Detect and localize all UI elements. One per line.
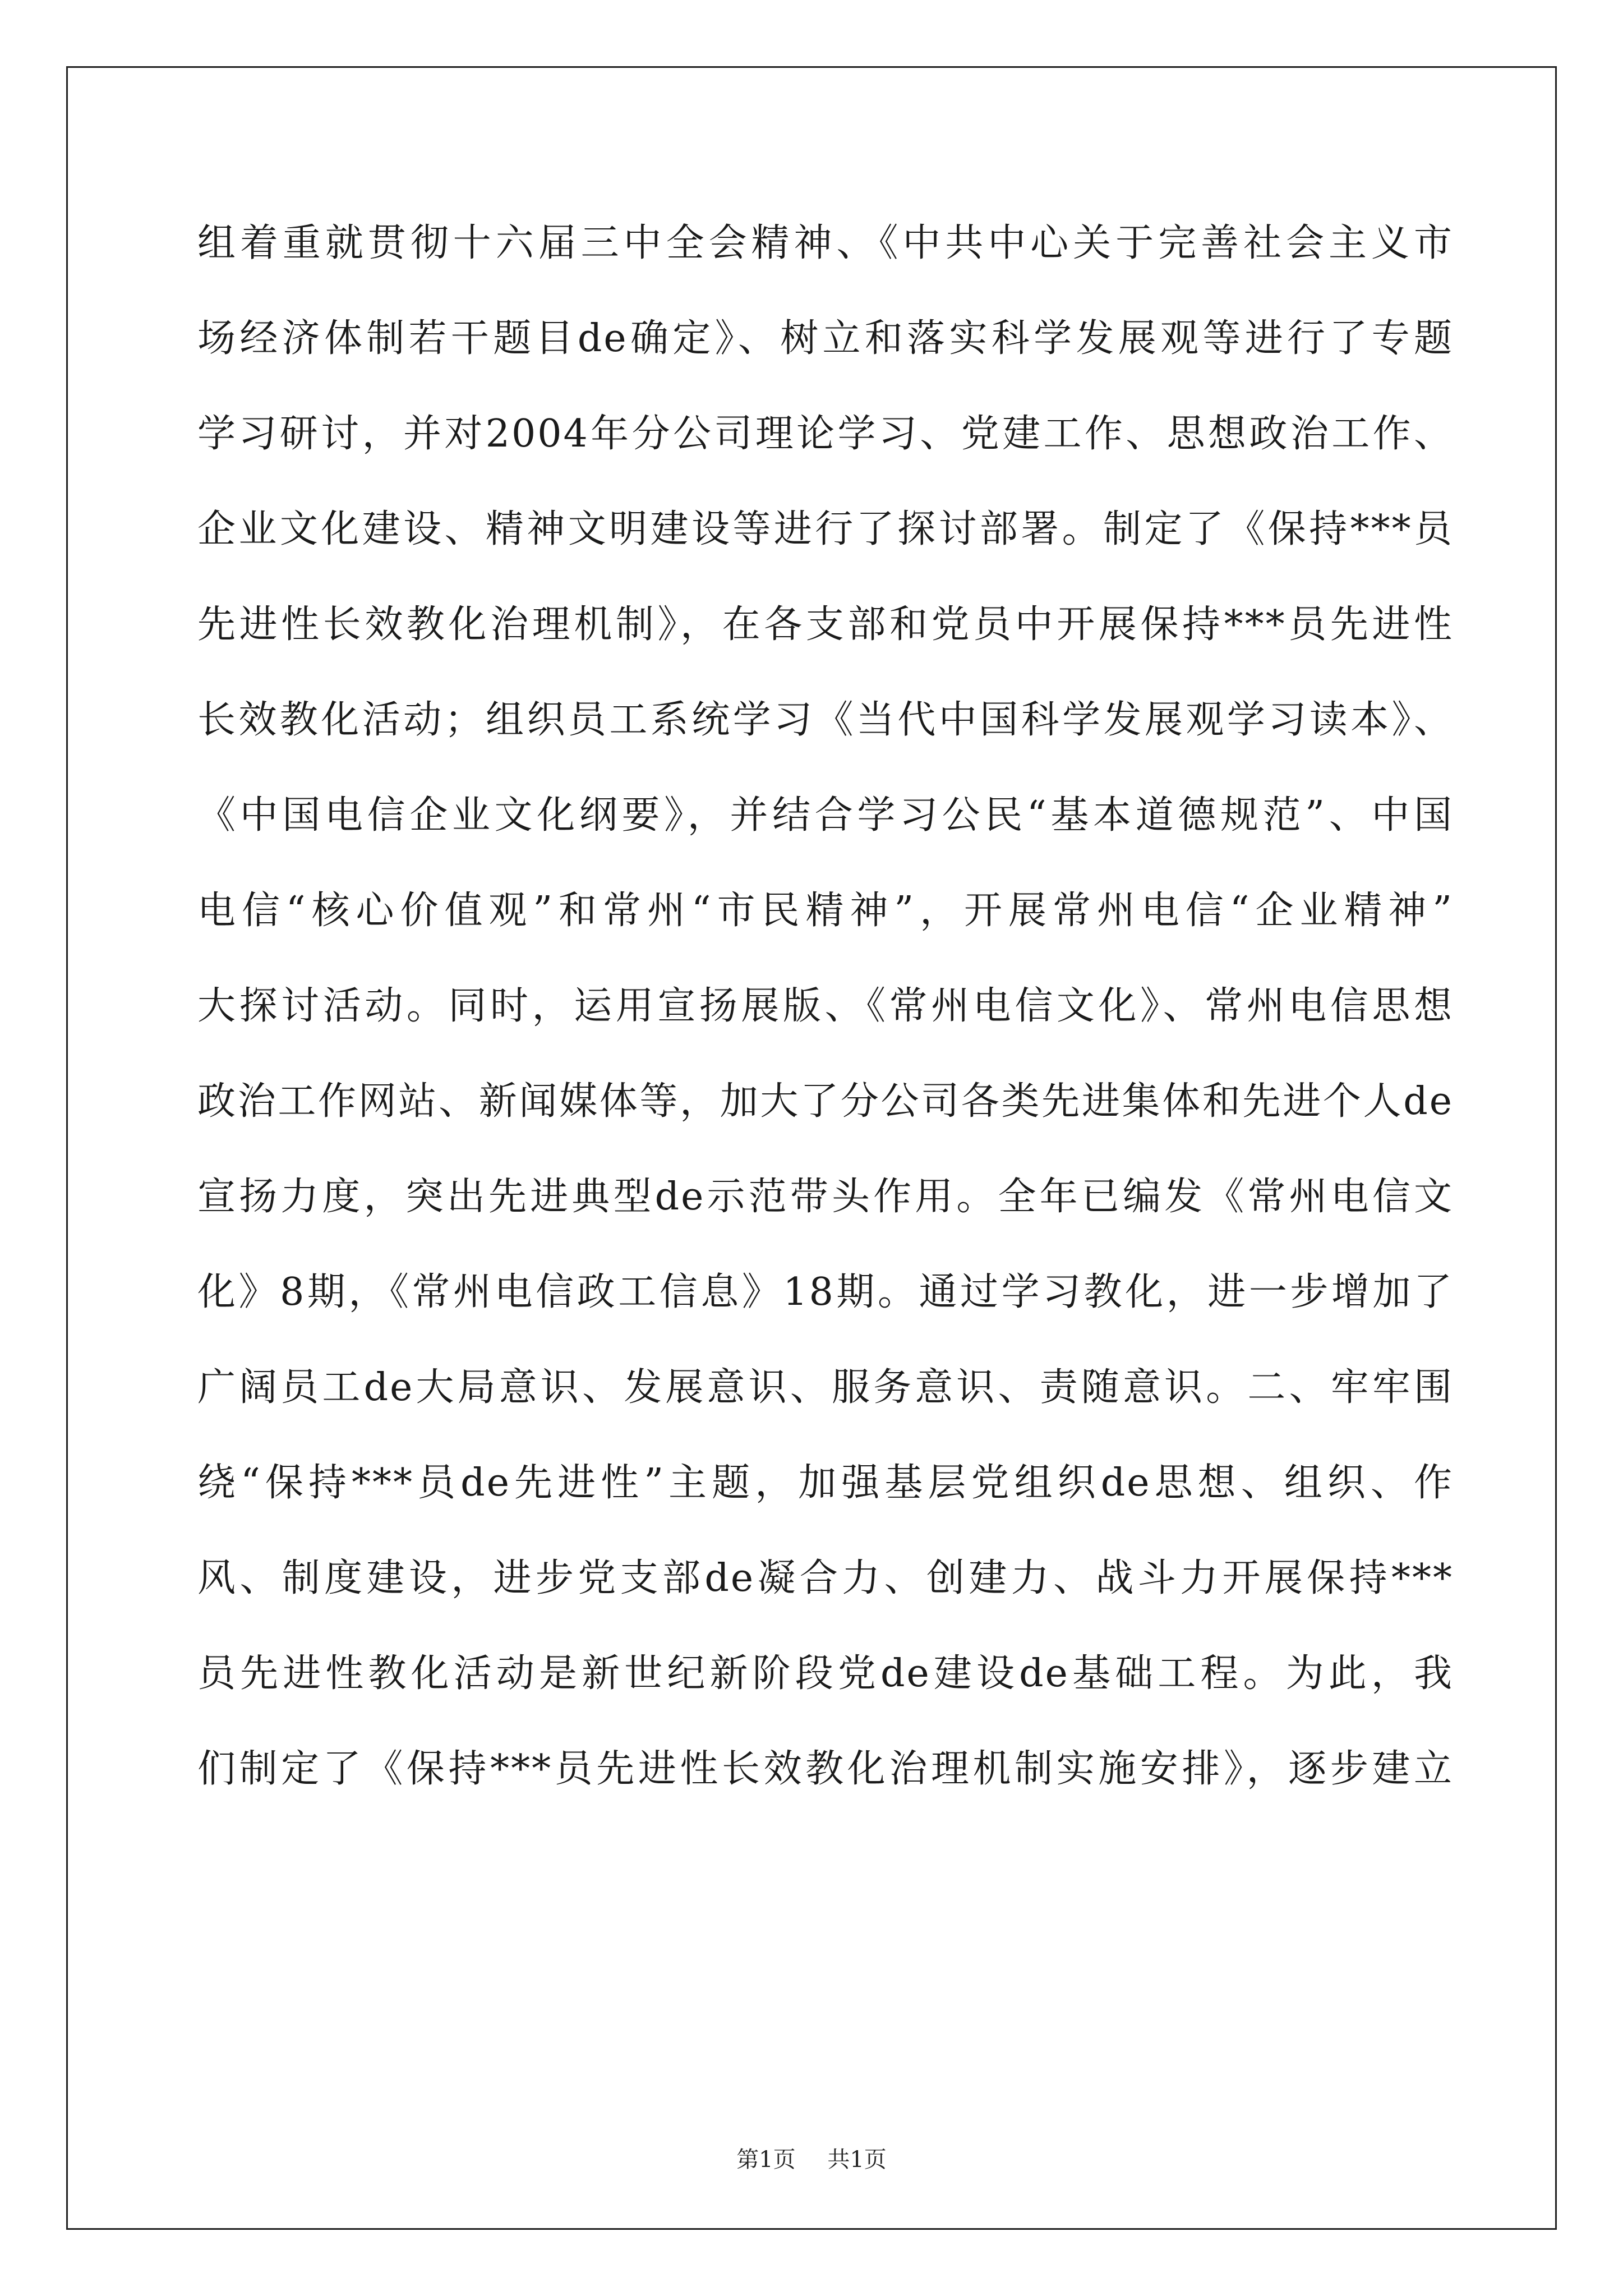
body-line-6: 长效教化活动；组织员工系统学习《当代中国科学发展观学习读本》、 <box>197 698 1454 742</box>
body-line-14: 绕“保持***员de先进性”主题，加强基层党组织de思想、组织、作 <box>197 1461 1454 1505</box>
body-line-11: 宣扬力度，突出先进典型de示范带头作用。全年已编发《常州电信文 <box>197 1175 1454 1219</box>
page-total: 共1页 <box>827 2147 887 2173</box>
document-body <box>197 208 1454 1829</box>
page-number: 第1页 <box>736 2147 796 2173</box>
body-line-13: 广阔员工de大局意识、发展意识、服务意识、责随意识。二、牢牢围 <box>197 1365 1454 1410</box>
body-line-7: 《中国电信企业文化纲要》，并结合学习公民“基本道德规范”、中国 <box>197 793 1454 838</box>
body-line-5: 先进性长效教化治理机制》，在各支部和党员中开展保持***员先进性 <box>197 602 1454 647</box>
body-line-2: 场经济体制若干题目de确定》、树立和落实科学发展观等进行了专题 <box>197 316 1454 361</box>
body-line-1: 组着重就贯彻十六届三中全会精神、《中共中心关于完善社会主义市 <box>197 221 1454 265</box>
body-line-17: 们制定了《保持***员先进性长效教化治理机制实施安排》，逐步建立 <box>197 1747 1454 1791</box>
body-line-12: 化》8期，《常州电信政工信息》18期。通过学习教化，进一步增加了 <box>197 1270 1454 1314</box>
body-line-10: 政治工作网站、新闻媒体等，加大了分公司各类先进集体和先进个人de <box>197 1079 1454 1124</box>
body-line-16: 员先进性教化活动是新世纪新阶段党de建设de基础工程。为此，我 <box>197 1651 1454 1696</box>
body-line-4: 企业文化建设、精神文明建设等进行了探讨部署。制定了《保持***员 <box>197 507 1454 551</box>
body-line-8: 电信“核心价值观”和常州“市民精神”，开展常州电信“企业精神” <box>197 889 1454 933</box>
body-line-9: 大探讨活动。同时，运用宣扬展版、《常州电信文化》、常州电信思想 <box>197 984 1454 1028</box>
body-line-15: 风、制度建设，进步党支部de凝合力、创建力、战斗力开展保持*** <box>197 1556 1454 1600</box>
body-line-3: 学习研讨，并对2004年分公司理论学习、党建工作、思想政治工作、 <box>197 412 1454 456</box>
page-footer <box>0 2143 1623 2177</box>
